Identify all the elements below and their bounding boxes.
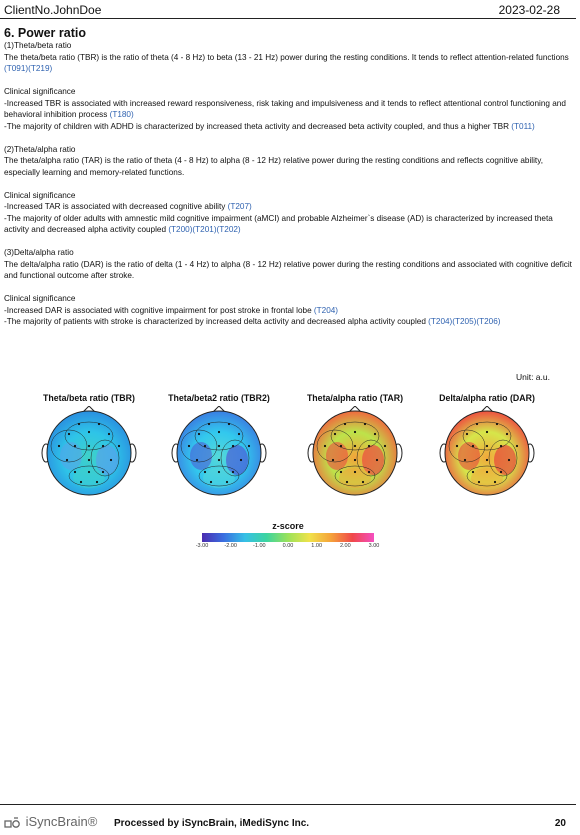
electrode-dot bbox=[456, 445, 458, 447]
dar-heading: (3)Delta/alpha ratio bbox=[4, 248, 74, 257]
topomap-dar bbox=[428, 393, 546, 496]
electrode-dot bbox=[226, 481, 228, 483]
dar-description: The delta/alpha ratio (DAR) is the ratio of delta (1 - 4 Hz) to alpha (8 - 12 Hz) relative power during the resting conditions and associated with cognitive deficit and functional outcome after stroke. bbox=[4, 259, 572, 280]
electrode-dot bbox=[240, 459, 242, 461]
colorbar-ticks bbox=[195, 542, 380, 552]
electrode-dot bbox=[486, 471, 488, 473]
dar-clinical-2: -The majority of patients with stroke is characterized by increased delta activity and decreased alpha activity coupled (T204)(T205)(T206) bbox=[4, 317, 501, 326]
tbr-clinical-heading: Clinical significance bbox=[4, 87, 76, 96]
dar-clinical-1: -Increased DAR is associated with cognitive impairment for post stroke in frontal lobe (T204) bbox=[4, 305, 339, 315]
electrode-dot bbox=[68, 433, 70, 435]
electrode-dot bbox=[110, 459, 112, 461]
electrode-dot bbox=[218, 471, 220, 473]
electrode-dot bbox=[232, 471, 234, 473]
colorbar-tick-label: 1.00 bbox=[311, 543, 323, 549]
page-number: 20 bbox=[554, 818, 566, 829]
reference-link[interactable]: (T200)(T201)(T202) bbox=[168, 225, 241, 234]
electrode-dot bbox=[198, 433, 200, 435]
head-map bbox=[169, 406, 269, 496]
electrode-dot bbox=[472, 445, 474, 447]
hotspot-left bbox=[458, 442, 480, 470]
brand-logo bbox=[4, 814, 97, 829]
processed-by: Processed by iSyncBrain, iMediSync Inc. bbox=[114, 818, 310, 829]
hotspot-left bbox=[190, 442, 212, 470]
electrode-dot bbox=[88, 431, 90, 433]
topomap-row bbox=[30, 393, 560, 503]
colorbar-tick-label: 0.00 bbox=[282, 543, 294, 549]
page-footer bbox=[0, 812, 580, 832]
electrode-dot bbox=[486, 459, 488, 461]
electrode-dot bbox=[80, 481, 82, 483]
colorbar bbox=[195, 521, 380, 552]
electrode-dot bbox=[98, 423, 100, 425]
reference-link[interactable]: (T204) bbox=[313, 305, 339, 315]
topomap-title: Theta/alpha ratio (TAR) bbox=[306, 393, 404, 403]
electrode-dot bbox=[108, 433, 110, 435]
colorbar-tick-label: 2.00 bbox=[339, 543, 351, 549]
colorbar-gradient bbox=[202, 533, 374, 542]
hotspot-left bbox=[326, 442, 348, 470]
electrode-dot bbox=[66, 459, 68, 461]
report-content bbox=[4, 26, 574, 328]
electrode-dot bbox=[228, 423, 230, 425]
topomap-tar bbox=[296, 393, 414, 496]
electrode-dot bbox=[466, 433, 468, 435]
electrode-dot bbox=[344, 423, 346, 425]
electrode-dot bbox=[232, 445, 234, 447]
electrode-dot bbox=[218, 445, 220, 447]
electrode-dot bbox=[102, 445, 104, 447]
dar-clinical-heading: Clinical significance bbox=[4, 294, 76, 303]
electrode-dot bbox=[508, 459, 510, 461]
reference-link[interactable]: (T180) bbox=[109, 110, 134, 119]
electrode-dot bbox=[346, 481, 348, 483]
electrode-dot bbox=[476, 423, 478, 425]
electrode-dot bbox=[472, 471, 474, 473]
electrode-dot bbox=[248, 445, 250, 447]
tar-clinical-heading: Clinical significance bbox=[4, 190, 76, 200]
electrode-dot bbox=[374, 433, 376, 435]
electrode-dot bbox=[368, 471, 370, 473]
electrode-dot bbox=[324, 445, 326, 447]
colorbar-tick-label: -3.00 bbox=[195, 543, 209, 549]
footer-divider bbox=[0, 804, 576, 805]
electrode-dot bbox=[204, 445, 206, 447]
electrode-dot bbox=[376, 459, 378, 461]
electrode-dot bbox=[354, 445, 356, 447]
colorbar-tick-label: -2.00 bbox=[224, 543, 237, 549]
electrode-dot bbox=[210, 481, 212, 483]
topomap-title: Delta/alpha ratio (DAR) bbox=[439, 393, 535, 403]
electrode-dot bbox=[500, 445, 502, 447]
electrode-dot bbox=[362, 481, 364, 483]
electrode-dot bbox=[500, 471, 502, 473]
section-title: 6. Power ratio bbox=[4, 26, 86, 40]
electrode-dot bbox=[218, 459, 220, 461]
reference-link[interactable]: (T011) bbox=[511, 121, 535, 131]
electrode-dot bbox=[340, 445, 342, 447]
electrode-dot bbox=[74, 471, 76, 473]
topomap-tbr2 bbox=[160, 393, 278, 496]
electrode-dot bbox=[218, 431, 220, 433]
electrode-dot bbox=[516, 445, 518, 447]
electrode-dot bbox=[96, 481, 98, 483]
colorbar-tick-label: 3.00 bbox=[368, 543, 380, 549]
electrode-dot bbox=[494, 481, 496, 483]
brand-name: iSyncBrain® bbox=[25, 814, 98, 829]
electrode-dot bbox=[364, 423, 366, 425]
reference-link[interactable]: (T207) bbox=[227, 202, 252, 211]
electrode-dot bbox=[496, 423, 498, 425]
report-date: 2023-02-28 bbox=[498, 3, 560, 17]
electrode-dot bbox=[506, 433, 508, 435]
electrode-dot bbox=[334, 433, 336, 435]
colorbar-title: z-score bbox=[272, 521, 304, 531]
electrode-dot bbox=[332, 459, 334, 461]
electrode-dot bbox=[354, 471, 356, 473]
tbr-clinical-2: -The majority of children with ADHD is characterized by increased theta activity and decreased beta activity coupled, and thus a higher TBR (T011) bbox=[4, 121, 535, 131]
electrode-dot bbox=[102, 471, 104, 473]
electrode-dot bbox=[196, 459, 198, 461]
topomap-tbr bbox=[30, 393, 148, 496]
electrode-dot bbox=[88, 471, 90, 473]
topomap-title: Theta/beta2 ratio (TBR2) bbox=[168, 393, 270, 403]
head-map bbox=[437, 406, 537, 496]
isyncbrain-logo-icon bbox=[4, 816, 22, 829]
head-map bbox=[305, 406, 405, 496]
electrode-dot bbox=[368, 445, 370, 447]
colorbar-tick-label: -1.00 bbox=[253, 543, 266, 549]
topomap-title: Theta/beta ratio (TBR) bbox=[43, 393, 135, 403]
electrode-dot bbox=[204, 471, 206, 473]
electrode-dot bbox=[118, 445, 120, 447]
header-divider bbox=[0, 18, 576, 19]
electrode-dot bbox=[384, 445, 386, 447]
electrode-dot bbox=[58, 445, 60, 447]
tbr-description: The theta/beta ratio (TBR) is the ratio of theta (4 - 8 Hz) to beta (13 - 21 Hz) power during the resting conditions. It tends to reflect attention-related functions (T091)(T219) bbox=[4, 52, 569, 73]
electrode-dot bbox=[486, 431, 488, 433]
electrode-dot bbox=[354, 459, 356, 461]
electrode-dot bbox=[74, 445, 76, 447]
electrode-dot bbox=[340, 471, 342, 473]
electrode-dot bbox=[88, 459, 90, 461]
electrode-dot bbox=[78, 423, 80, 425]
page-header bbox=[0, 0, 580, 19]
tar-clinical-1: -Increased TAR is associated with decreased cognitive ability (T207) bbox=[4, 202, 252, 211]
tar-clinical-2: -The majority of older adults with amnestic mild cognitive impairment (aMCI) and probable Alzheimer`s disease (AD) is characterized by increased theta activity and decreased alpha activity coupled (T200)(T201)(T202) bbox=[4, 213, 553, 234]
electrode-dot bbox=[354, 431, 356, 433]
tbr-clinical-1: -Increased TBR is associated with increased reward responsiveness, risk taking and impulsiveness and it tends to reflect attentional control functioning and behavioral inhibition process (T180) bbox=[4, 98, 566, 119]
tar-heading: (2)Theta/alpha ratio bbox=[4, 144, 76, 154]
unit-label: Unit: a.u. bbox=[515, 372, 550, 382]
reference-link[interactable]: (T091)(T219) bbox=[4, 64, 53, 73]
electrode-dot bbox=[88, 445, 90, 447]
tbr-heading: (1)Theta/beta ratio bbox=[4, 41, 72, 50]
electrode-dot bbox=[238, 433, 240, 435]
electrode-dot bbox=[486, 445, 488, 447]
electrode-dot bbox=[464, 459, 466, 461]
head-map bbox=[39, 406, 139, 496]
hotspot-left bbox=[60, 442, 82, 470]
electrode-dot bbox=[208, 423, 210, 425]
client-id: ClientNo.JohnDoe bbox=[4, 3, 102, 17]
electrode-dot bbox=[478, 481, 480, 483]
electrode-dot bbox=[188, 445, 190, 447]
tar-description: The theta/alpha ratio (TAR) is the ratio of theta (4 - 8 Hz) to alpha (8 - 12 Hz) relative power during the resting conditions and reflects cognitive ability, especially learning and memory-related functions. bbox=[4, 156, 543, 177]
reference-link[interactable]: (T204)(T205)(T206) bbox=[428, 317, 501, 326]
